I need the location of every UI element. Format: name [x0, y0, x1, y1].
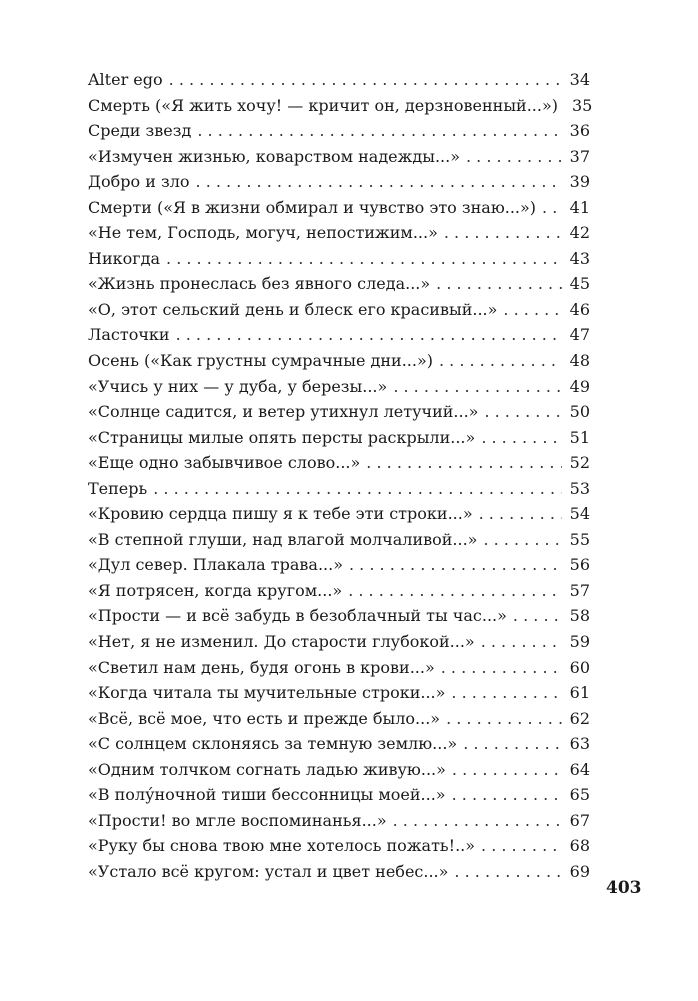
toc-entry-page: 48 [569, 351, 590, 371]
toc-entry-page: 39 [569, 172, 590, 192]
dot-leader [479, 501, 562, 527]
toc-entry [88, 859, 590, 885]
toc-entry-title: Смерть («Я жить хочу! — кричит он, дерзновенный...») [88, 95, 558, 115]
toc-entry-title: «Измучен жизнью, коварством надежды...» [88, 146, 460, 166]
toc-entry-page: 46 [569, 299, 590, 319]
toc-entry-title: «Солнце садится, и ветер утихнул летучий...» [88, 402, 479, 422]
toc-entry-title: Ласточки [88, 325, 170, 345]
dot-leader [349, 552, 562, 578]
toc-entry-page: 43 [569, 248, 590, 268]
toc-entry-title: «С солнцем склоняясь за темную землю...» [88, 734, 458, 754]
toc-entry-page: 42 [569, 223, 590, 243]
toc-entry [88, 552, 590, 578]
toc-entry-page: 56 [569, 555, 590, 575]
toc-entry-title: «Устало всё кругом: устал и цвет небес...» [88, 861, 449, 881]
toc-entry [88, 680, 590, 706]
toc-entry-page: 34 [569, 70, 590, 89]
toc-entry-title: «Дул север. Плакала трава...» [88, 555, 343, 575]
toc-entry-title: «Жизнь пронеслась без явного следа...» [88, 274, 431, 294]
dot-leader [452, 757, 562, 783]
toc-entry [88, 246, 590, 272]
dot-leader [452, 782, 562, 808]
toc-entry [88, 425, 590, 451]
toc-entry-title: «О, этот сельский день и блеск его красивый...» [88, 299, 498, 319]
toc-entry-title: «Светил нам день, будя огонь в крови...» [88, 657, 435, 677]
toc-entry-page: 60 [569, 657, 590, 677]
toc-entry-title: «Не тем, Господь, могуч, непостижим...» [88, 223, 438, 243]
dot-leader [439, 348, 562, 374]
toc-entry-page: 47 [569, 325, 590, 345]
page-number: 403 [606, 878, 642, 898]
toc-entry [88, 603, 590, 629]
toc-entry-title: Никогда [88, 248, 161, 268]
toc-entry [88, 348, 590, 374]
dot-leader [454, 859, 561, 885]
toc-entry [88, 169, 590, 195]
dot-leader [484, 399, 561, 425]
toc-entry-page: 58 [569, 606, 590, 626]
dot-leader [481, 833, 562, 859]
dot-leader [503, 297, 561, 323]
table-of-contents [88, 67, 593, 885]
toc-entry-title: Среди звезд [88, 121, 192, 141]
toc-entry [88, 374, 590, 400]
toc-entry-page: 53 [569, 478, 590, 498]
toc-entry-page: 65 [569, 785, 590, 805]
toc-entry-title: «В полу́ночной тиши бессонницы моей...» [88, 785, 446, 805]
dot-leader [393, 374, 561, 400]
toc-entry-title: «Руку бы снова твою мне хотелось пожать!..» [88, 836, 476, 856]
dot-leader [463, 731, 561, 757]
dot-leader [441, 655, 562, 681]
toc-entry-page: 63 [569, 734, 590, 754]
toc-entry-title: «Когда читала ты мучительные строки...» [88, 683, 446, 703]
toc-entry [88, 450, 590, 476]
toc-entry [88, 93, 593, 119]
toc-entry-title: Теперь [88, 478, 148, 498]
toc-entry [88, 655, 590, 681]
toc-entry-title: «Прости — и всё забудь в безоблачный ты час...» [88, 606, 507, 626]
dot-leader [366, 450, 561, 476]
toc-entry [88, 271, 590, 297]
dot-leader [166, 246, 562, 272]
toc-entry [88, 731, 590, 757]
toc-entry [88, 706, 590, 732]
toc-entry-page: 55 [569, 529, 590, 549]
toc-entry [88, 67, 590, 93]
toc-entry-page: 51 [569, 427, 590, 447]
toc-entry-title: «Одним толчком согнать ладью живую...» [88, 759, 446, 779]
toc-entry-title: Alter ego [88, 70, 163, 89]
toc-entry-page: 41 [569, 197, 590, 217]
toc-entry [88, 757, 590, 783]
toc-entry-page: 52 [569, 453, 590, 473]
dot-leader [513, 603, 562, 629]
dot-leader [483, 527, 561, 553]
toc-entry [88, 527, 590, 553]
toc-entry [88, 476, 590, 502]
dot-leader [436, 271, 561, 297]
toc-entry-page: 69 [569, 861, 590, 881]
dot-leader [197, 118, 561, 144]
dot-leader [444, 220, 562, 246]
toc-entry [88, 144, 590, 170]
toc-entry-title: «Кровию сердца пишу я к тебе эти строки...» [88, 504, 473, 524]
toc-entry [88, 195, 590, 221]
toc-entry [88, 782, 590, 808]
toc-entry-title: Осень («Как грустны сумрачные дни...») [88, 351, 433, 371]
dot-leader [348, 578, 561, 604]
toc-entry [88, 629, 590, 655]
toc-entry-page: 59 [569, 632, 590, 652]
toc-entry-title: «Всё, всё мое, что есть и прежде было...» [88, 708, 441, 728]
toc-entry-title: «Прости! во мгле воспоминанья...» [88, 810, 387, 830]
toc-entry [88, 808, 590, 834]
dot-leader [393, 808, 562, 834]
toc-entry [88, 399, 590, 425]
toc-entry-page: 67 [569, 810, 590, 830]
toc-entry-page: 49 [569, 376, 590, 396]
toc-entry [88, 322, 590, 348]
toc-entry-page: 62 [569, 708, 590, 728]
toc-entry [88, 501, 590, 527]
toc-entry-page: 61 [569, 683, 590, 703]
toc-entry-page: 50 [569, 402, 590, 422]
toc-entry-title: «Я потрясен, когда кругом...» [88, 580, 343, 600]
toc-entry-title: «Еще одно забывчивое слово...» [88, 453, 361, 473]
dot-leader [481, 425, 561, 451]
toc-entry-title: Смерти («Я в жизни обмирал и чувство это знаю...») [88, 197, 537, 217]
dot-leader [176, 322, 562, 348]
dot-leader [446, 706, 562, 732]
toc-entry-title: Добро и зло [88, 172, 190, 192]
dot-leader [196, 169, 562, 195]
toc-entry [88, 833, 590, 859]
dot-leader [481, 629, 562, 655]
dot-leader [466, 144, 562, 170]
toc-entry-title: «В степной глуши, над влагой молчаливой...» [88, 529, 478, 549]
toc-entry-page: 45 [569, 274, 590, 294]
dot-leader [153, 476, 561, 502]
toc-entry [88, 220, 590, 246]
toc-entry-page: 68 [569, 836, 590, 856]
toc-entry-title: «Учись у них — у дуба, у березы...» [88, 376, 388, 396]
toc-entry-page: 35 [572, 95, 593, 115]
dot-leader [169, 67, 562, 93]
toc-entry-title: «Страницы милые опять персты раскрыли...» [88, 427, 476, 447]
toc-entry-page: 54 [569, 504, 590, 524]
toc-entry [88, 297, 590, 323]
toc-entry [88, 118, 590, 144]
toc-entry-page: 37 [569, 146, 590, 166]
toc-entry [88, 578, 590, 604]
toc-entry-page: 36 [569, 121, 590, 141]
dot-leader [542, 195, 562, 221]
toc-entry-page: 64 [569, 759, 590, 779]
toc-entry-page: 57 [569, 580, 590, 600]
toc-entry-title: «Нет, я не изменил. До старости глубокой...» [88, 632, 475, 652]
dot-leader [451, 680, 561, 706]
